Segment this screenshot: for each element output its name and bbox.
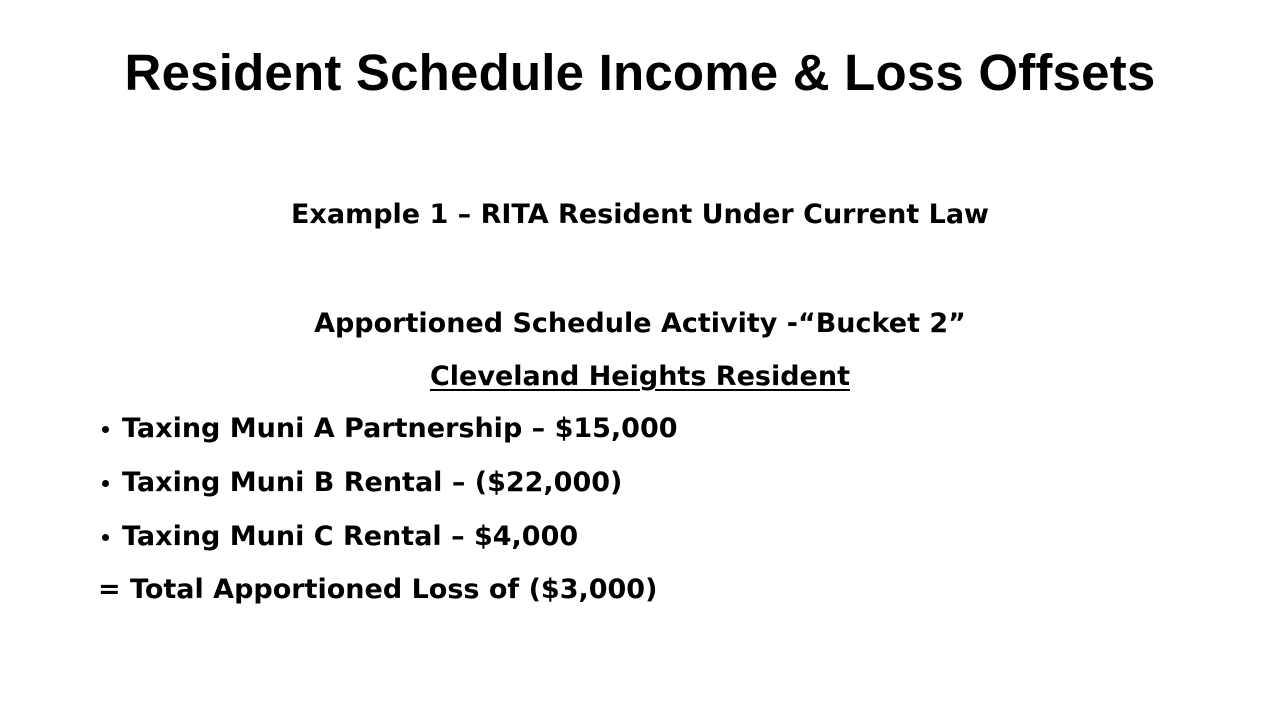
list-item <box>100 412 678 466</box>
list-item <box>100 466 678 520</box>
bullet-icon <box>102 534 109 541</box>
list-item-text: Taxing Muni B Rental – ($22,000) <box>122 467 623 498</box>
bullet-icon <box>102 480 109 487</box>
slide-title: Resident Schedule Income & Loss Offsets <box>124 44 1156 101</box>
bullet-icon <box>102 426 109 433</box>
bucket-heading: Apportioned Schedule Activity -“Bucket 2” <box>314 308 966 339</box>
example-heading: Example 1 – RITA Resident Under Current Law <box>290 199 990 230</box>
list-item <box>100 520 678 574</box>
total-line: = Total Apportioned Loss of ($3,000) <box>98 574 658 605</box>
list-item-text: Taxing Muni C Rental – $4,000 <box>122 521 579 552</box>
list-item-text: Taxing Muni A Partnership – $15,000 <box>122 413 678 444</box>
income-loss-list <box>100 412 678 574</box>
resident-heading: Cleveland Heights Resident <box>429 361 850 392</box>
